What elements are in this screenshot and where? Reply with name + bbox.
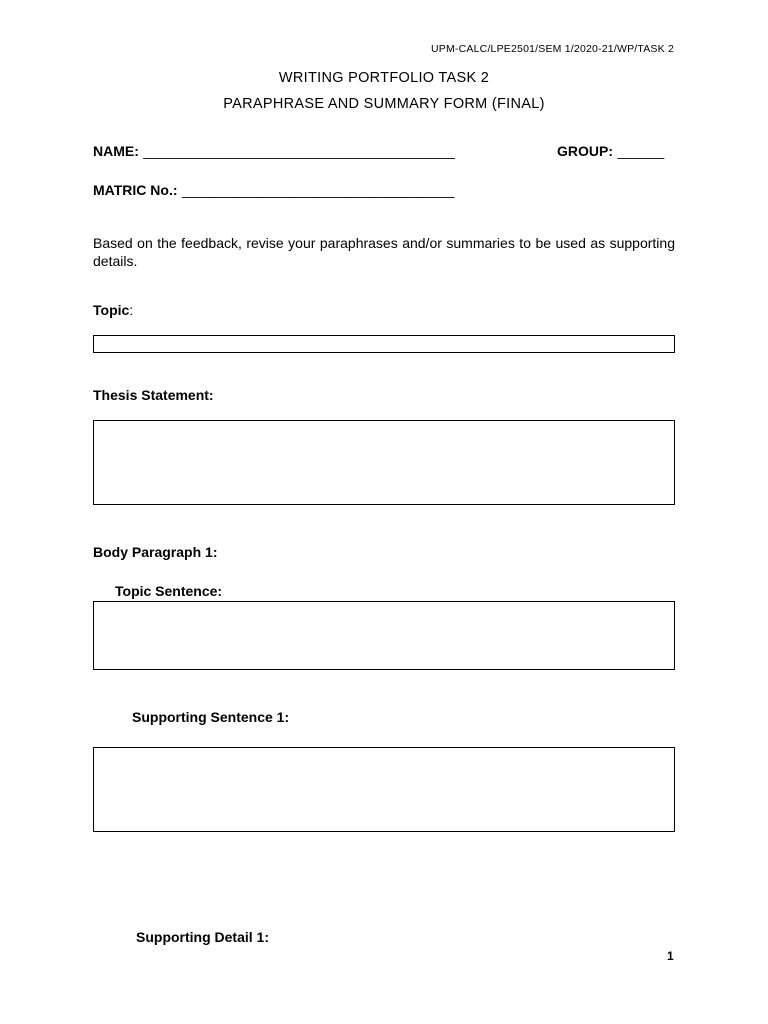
page-number: 1: [667, 949, 674, 963]
topic-sentence-box[interactable]: [93, 601, 675, 670]
topic-sentence-label: Topic Sentence:: [115, 583, 223, 599]
matric-blank[interactable]: ___________________________________: [181, 182, 455, 198]
topic-label: Topic: [93, 302, 130, 318]
form-subtitle: PARAPHRASE AND SUMMARY FORM (FINAL): [223, 96, 545, 112]
matric-field[interactable]: [93, 182, 454, 200]
group-label: GROUP:: [557, 143, 613, 159]
group-blank[interactable]: ______: [617, 143, 665, 159]
document-code: UPM-CALC/LPE2501/SEM 1/2020-21/WP/TASK 2: [431, 43, 674, 55]
supporting-sentence-box[interactable]: [93, 747, 675, 832]
instruction-text: Based on the feedback, revise your paraphrases and/or summaries to be used as supporting details.: [93, 235, 675, 269]
body-paragraph-label: Body Paragraph 1:: [93, 544, 218, 560]
group-field[interactable]: [557, 143, 664, 161]
topic-box[interactable]: [93, 335, 675, 353]
name-label: NAME:: [93, 143, 139, 159]
thesis-box[interactable]: [93, 420, 675, 505]
name-field[interactable]: [93, 143, 455, 161]
thesis-label: Thesis Statement:: [93, 387, 214, 403]
form-title: WRITING PORTFOLIO TASK 2: [278, 70, 490, 86]
topic-heading: [93, 302, 133, 320]
name-blank[interactable]: ________________________________________: [143, 143, 455, 159]
supporting-sentence-label: Supporting Sentence 1:: [132, 709, 290, 725]
supporting-detail-label: Supporting Detail 1:: [136, 929, 269, 945]
topic-colon: :: [129, 302, 134, 318]
matric-label: MATRIC No.:: [93, 182, 178, 198]
